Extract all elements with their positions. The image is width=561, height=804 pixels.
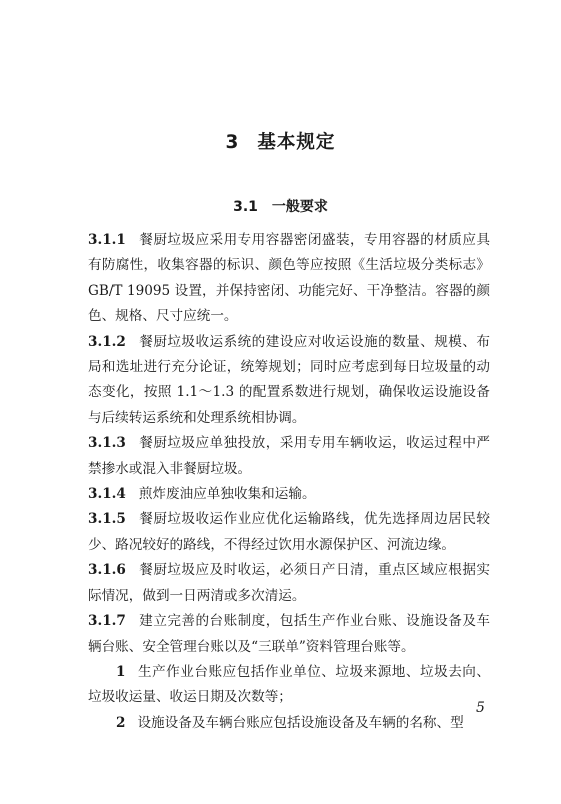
page-number: 5: [476, 700, 485, 716]
item-number: 2: [116, 714, 126, 731]
clause-number: 3.1.1: [88, 232, 126, 248]
clause-text: 餐厨垃圾应单独投放，采用专用车辆收运，收运过程中严禁掺水或混入非餐厨垃圾。: [88, 435, 490, 477]
clause-number: 3.1.6: [88, 562, 126, 579]
clause-text: 餐厨垃圾应采用专用容器密闭盛装，专用容器的材质应具有防腐性，收集容器的标识、颜色等应按照《生活垃圾分类标志》GB/T 19095 设置，并保持密闭、功能完好、干净整洁。容器的颜色、规格、尺寸应统一。: [88, 232, 490, 325]
section-title-text: 一般要求: [271, 199, 328, 215]
list-item: [88, 660, 490, 711]
clause-text: 煎炸废油应单独收集和运输。: [138, 486, 316, 503]
clause-3-1-5: [88, 507, 490, 558]
item-number: 1: [116, 663, 126, 680]
clause-number: 3.1.3: [88, 435, 126, 452]
clause-3-1-4: [88, 482, 490, 507]
clause-3-1-1: [88, 228, 490, 330]
clause-3-1-3: [88, 431, 490, 482]
section-title: [0, 196, 561, 216]
clause-number: 3.1.5: [88, 511, 126, 528]
chapter-title-text: 基本规定: [257, 132, 336, 153]
clause-3-1-6: [88, 558, 490, 609]
clause-text: 餐厨垃圾收运系统的建设应对收运设施的数量、规模、布局和选址进行充分论证，统筹规划；同时应考虑到每日垃圾量的动态变化，按照 1.1～1.3 的配置系数进行规划，确保收运设施设备与后续转运系统和处理系统相协调。: [88, 333, 490, 426]
chapter-title: [0, 128, 561, 154]
clause-text: 餐厨垃圾应及时收运，必须日产日清，重点区域应根据实际情况，做到一日两清或多次清运。: [88, 562, 490, 604]
body-text: [88, 228, 490, 736]
item-text: 生产作业台账应包括作业单位、垃圾来源地、垃圾去向、垃圾收运量、收运日期及次数等；: [88, 663, 490, 706]
clause-number: 3.1.7: [88, 613, 126, 630]
clause-number: 3.1.4: [88, 486, 126, 503]
clause-3-1-2: [88, 330, 490, 432]
clause-text: 建立完善的台账制度，包括生产作业台账、设施设备及车辆台账、安全管理台账以及“三联单”资料管理台账等。: [88, 613, 490, 655]
list-item: [88, 711, 490, 736]
clause-text: 餐厨垃圾收运作业应优化运输路线，优先选择周边居民较少、路况较好的路线，不得经过饮用水源保护区、河流边缘。: [88, 511, 490, 553]
chapter-number: 3: [225, 132, 240, 153]
section-number: 3.1: [233, 199, 258, 215]
item-text: 设施设备及车辆台账应包括设施设备及车辆的名称、型: [137, 714, 464, 731]
clause-3-1-7: [88, 609, 490, 660]
clause-number: 3.1.2: [88, 333, 126, 350]
